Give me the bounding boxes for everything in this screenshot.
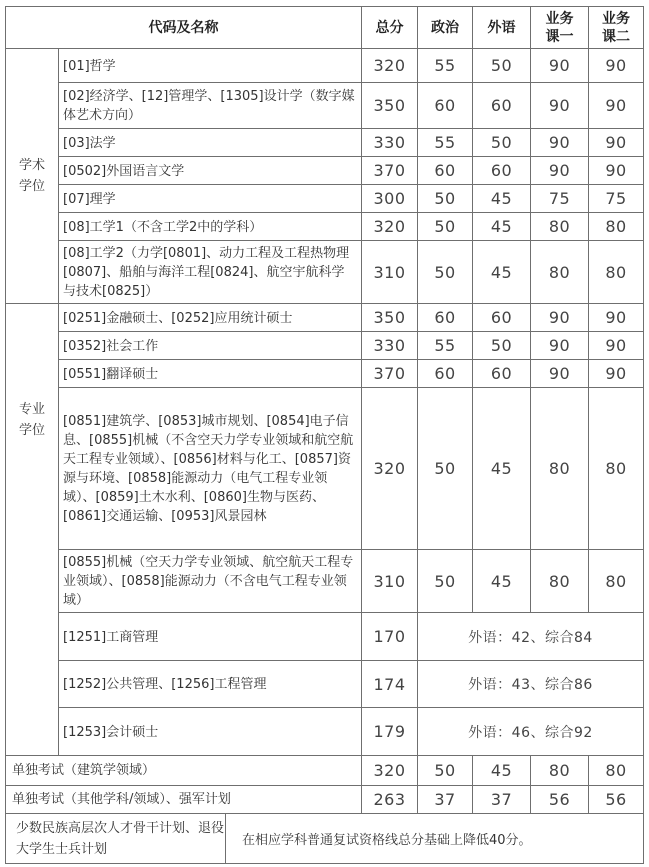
table-row	[6, 185, 644, 213]
table-row	[6, 304, 644, 332]
header-course1: 业务课一	[531, 7, 589, 49]
table-row	[6, 241, 644, 304]
special-table	[5, 813, 644, 864]
row-total: 170	[362, 613, 418, 661]
row-course2: 90	[589, 332, 644, 360]
table-row	[6, 786, 644, 814]
row-course1: 80	[531, 388, 589, 550]
row-course1: 90	[531, 304, 589, 332]
row-name: [0502]外国语言文学	[59, 157, 362, 185]
row-total: 330	[362, 129, 418, 157]
row-politics: 60	[418, 83, 473, 129]
header-code-name: 代码及名称	[6, 7, 362, 49]
row-combined: 外语：42、综合84	[418, 613, 644, 661]
row-name: [0855]机械（空天力学专业领域、航空航天工程专业领域）、[0858]能源动力（不含电气工程专业领域）	[59, 550, 362, 613]
row-politics: 55	[418, 129, 473, 157]
table-row	[6, 213, 644, 241]
row-total: 350	[362, 304, 418, 332]
row-politics: 60	[418, 360, 473, 388]
row-politics: 55	[418, 332, 473, 360]
row-politics: 50	[418, 241, 473, 304]
row-politics: 37	[418, 786, 473, 814]
row-course2: 56	[589, 786, 644, 814]
table-row	[6, 388, 644, 550]
group-academic: 学术学位	[6, 49, 59, 304]
row-politics: 50	[418, 756, 473, 786]
row-name: [1252]公共管理、[1256]工程管理	[59, 661, 362, 708]
table-row	[6, 129, 644, 157]
row-total: 320	[362, 756, 418, 786]
row-course2: 80	[589, 213, 644, 241]
row-course1: 80	[531, 213, 589, 241]
row-course1: 90	[531, 332, 589, 360]
row-foreign: 50	[473, 49, 531, 83]
row-course2: 90	[589, 49, 644, 83]
row-name: 单独考试（建筑学领域）	[6, 756, 362, 786]
special-row	[6, 814, 644, 864]
row-total: 330	[362, 332, 418, 360]
row-name: [1251]工商管理	[59, 613, 362, 661]
row-total: 350	[362, 83, 418, 129]
row-politics: 50	[418, 213, 473, 241]
header-politics: 政治	[418, 7, 473, 49]
row-foreign: 45	[473, 213, 531, 241]
row-course2: 80	[589, 550, 644, 613]
row-name: [02]经济学、[12]管理学、[1305]设计学（数字媒体艺术方向）	[59, 83, 362, 129]
row-foreign: 37	[473, 786, 531, 814]
table-row	[6, 661, 644, 708]
row-foreign: 50	[473, 332, 531, 360]
table-row	[6, 550, 644, 613]
row-foreign: 45	[473, 241, 531, 304]
row-name: [03]法学	[59, 129, 362, 157]
row-course2: 90	[589, 157, 644, 185]
special-note: 在相应学科普通复试资格线总分基础上降低40分。	[226, 814, 644, 864]
score-table	[5, 6, 644, 814]
row-course2: 90	[589, 360, 644, 388]
row-total: 300	[362, 185, 418, 213]
row-course2: 90	[589, 129, 644, 157]
row-course1: 80	[531, 756, 589, 786]
row-foreign: 60	[473, 157, 531, 185]
row-total: 310	[362, 550, 418, 613]
row-course1: 90	[531, 129, 589, 157]
row-course2: 80	[589, 241, 644, 304]
row-course1: 80	[531, 241, 589, 304]
row-name: [0851]建筑学、[0853]城市规划、[0854]电子信息、[0855]机械（不含空天力学专业领域和航空航天工程专业领域）、[0856]材料与化工、[0857]资源与环境、[0858]能源动力（电气工程专业领域）、[0859]土木水利、[0860]生物与医药、[0861]交通运输、[0953]风景园林	[59, 388, 362, 550]
table-row	[6, 613, 644, 661]
header-total: 总分	[362, 7, 418, 49]
row-total: 263	[362, 786, 418, 814]
table-row	[6, 708, 644, 756]
score-table-container	[5, 6, 644, 864]
row-name: [0551]翻译硕士	[59, 360, 362, 388]
row-name: [07]理学	[59, 185, 362, 213]
header-row	[6, 7, 644, 49]
table-row	[6, 756, 644, 786]
row-politics: 50	[418, 550, 473, 613]
row-politics: 50	[418, 185, 473, 213]
row-combined: 外语：43、综合86	[418, 661, 644, 708]
row-course1: 90	[531, 157, 589, 185]
table-row	[6, 49, 644, 83]
row-course2: 80	[589, 388, 644, 550]
row-foreign: 60	[473, 304, 531, 332]
table-row	[6, 157, 644, 185]
group-professional: 专业学位	[6, 304, 59, 756]
row-foreign: 60	[473, 83, 531, 129]
row-foreign: 45	[473, 388, 531, 550]
row-name: [0352]社会工作	[59, 332, 362, 360]
row-course1: 56	[531, 786, 589, 814]
table-row	[6, 360, 644, 388]
row-politics: 60	[418, 304, 473, 332]
row-total: 179	[362, 708, 418, 756]
row-course1: 80	[531, 550, 589, 613]
row-name: [08]工学1（不含工学2中的学科）	[59, 213, 362, 241]
row-course1: 90	[531, 49, 589, 83]
row-foreign: 60	[473, 360, 531, 388]
row-course2: 90	[589, 83, 644, 129]
row-politics: 55	[418, 49, 473, 83]
header-foreign: 外语	[473, 7, 531, 49]
row-name: 单独考试（其他学科/领域）、强军计划	[6, 786, 362, 814]
table-row	[6, 83, 644, 129]
row-name: [08]工学2（力学[0801]、动力工程及工程热物理[0807]、船舶与海洋工程[0824]、航空宇航科学与技术[0825]）	[59, 241, 362, 304]
row-foreign: 45	[473, 550, 531, 613]
table-row	[6, 332, 644, 360]
row-total: 320	[362, 213, 418, 241]
row-foreign: 45	[473, 756, 531, 786]
special-name: 少数民族高层次人才骨干计划、退役大学生士兵计划	[6, 814, 226, 864]
row-course2: 75	[589, 185, 644, 213]
row-total: 320	[362, 388, 418, 550]
row-politics: 50	[418, 388, 473, 550]
row-name: [01]哲学	[59, 49, 362, 83]
row-total: 310	[362, 241, 418, 304]
row-course1: 90	[531, 360, 589, 388]
row-foreign: 50	[473, 129, 531, 157]
row-combined: 外语：46、综合92	[418, 708, 644, 756]
row-total: 320	[362, 49, 418, 83]
row-course2: 80	[589, 756, 644, 786]
row-total: 174	[362, 661, 418, 708]
row-course1: 75	[531, 185, 589, 213]
row-course1: 90	[531, 83, 589, 129]
row-total: 370	[362, 360, 418, 388]
row-politics: 60	[418, 157, 473, 185]
row-name: [1253]会计硕士	[59, 708, 362, 756]
row-course2: 90	[589, 304, 644, 332]
row-name: [0251]金融硕士、[0252]应用统计硕士	[59, 304, 362, 332]
header-course2: 业务课二	[589, 7, 644, 49]
row-foreign: 45	[473, 185, 531, 213]
row-total: 370	[362, 157, 418, 185]
